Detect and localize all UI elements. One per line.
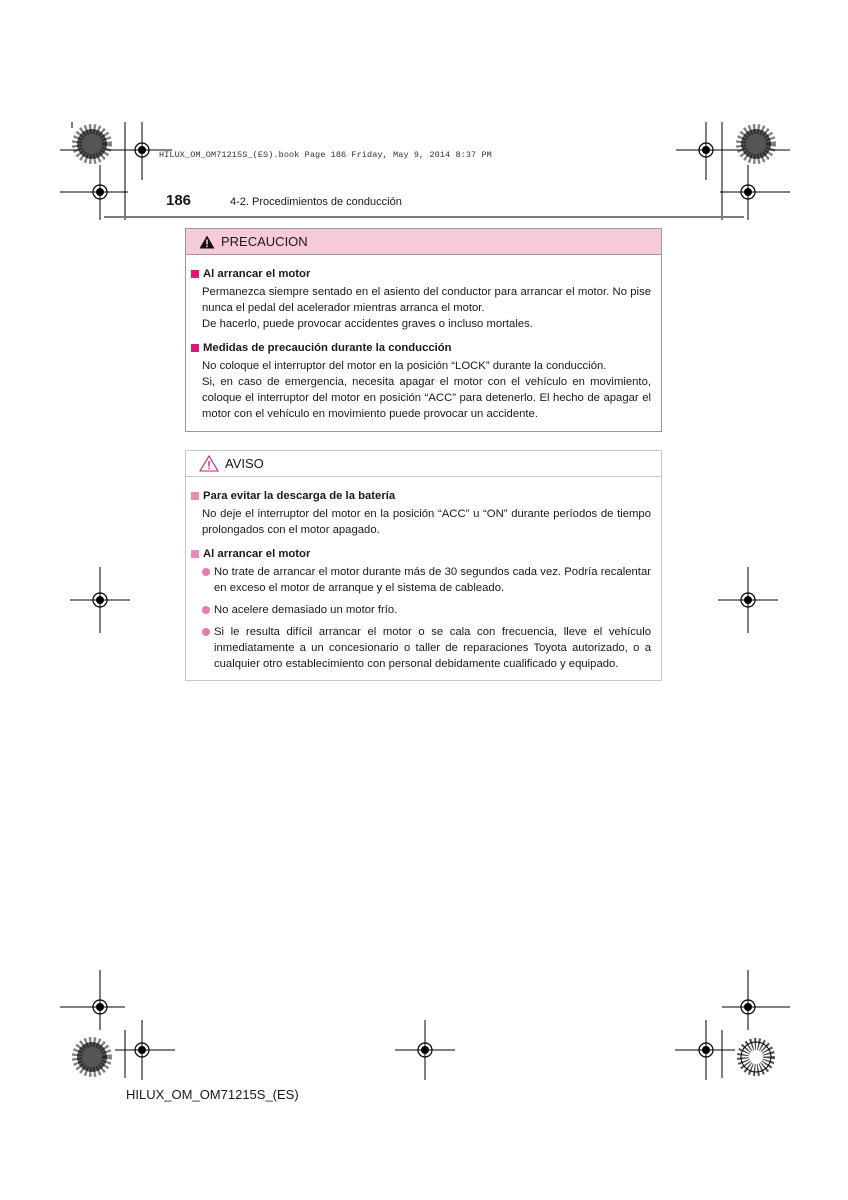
warning-filled-icon bbox=[199, 235, 215, 249]
precaucion-item-text: Si, en caso de emergencia, necesita apagar el motor con el vehículo en movimiento, coloque el interruptor del motor en posición “ACC” para detenerlo. El hecho de apagar el motor con el vehículo en movimiento puede provocar un accidente. bbox=[202, 376, 651, 420]
precaucion-item-text: De hacerlo, puede provocar accidentes graves o incluso mortales. bbox=[202, 318, 533, 330]
aviso-item-title: Para evitar la descarga de la batería bbox=[191, 488, 651, 504]
page-number: 186 bbox=[166, 192, 192, 209]
square-bullet-icon bbox=[191, 270, 199, 278]
square-bullet-icon bbox=[191, 492, 199, 500]
list-item: Si le resulta difícil arrancar el motor o se cala con frecuencia, lleve el vehículo inmediatamente a un concesionario o taller de reparaciones Toyota autorizado, o a cualquier otro establecimiento con personal debidamente cualificado y equipado. bbox=[191, 624, 651, 672]
precaucion-header bbox=[186, 229, 661, 255]
precaucion-box bbox=[185, 228, 662, 432]
warning-outline-icon bbox=[199, 455, 219, 472]
precaucion-title: PRECAUCION bbox=[221, 234, 308, 249]
aviso-box bbox=[185, 450, 662, 681]
precaucion-item-text: No coloque el interruptor del motor en la posición “LOCK” durante la conducción. bbox=[202, 360, 607, 372]
list-item: No acelere demasiado un motor frío. bbox=[191, 602, 651, 618]
book-meta-line: HILUX_OM_OM71215S_(ES).book Page 186 Friday, May 9, 2014 8:37 PM bbox=[159, 150, 492, 160]
precaucion-item-text: Permanezca siempre sentado en el asiento del conductor para arrancar el motor. No pise nunca el pedal del acelerador mientras arranca el motor. bbox=[202, 286, 651, 314]
section-title: 4-2. Procedimientos de conducción bbox=[230, 196, 402, 208]
precaucion-item-title: Al arrancar el motor bbox=[191, 266, 651, 282]
header-rule bbox=[104, 216, 744, 218]
square-bullet-icon bbox=[191, 550, 199, 558]
aviso-item-text: No deje el interruptor del motor en la posición “ACC” u “ON” durante períodos de tiempo prolongados con el motor apagado. bbox=[202, 508, 651, 536]
aviso-header bbox=[186, 451, 661, 477]
aviso-title: AVISO bbox=[225, 456, 264, 471]
footer-manual-code: HILUX_OM_OM71215S_(ES) bbox=[126, 1087, 299, 1102]
circle-bullet-icon bbox=[202, 568, 210, 576]
circle-bullet-icon bbox=[202, 606, 210, 614]
list-item: No trate de arrancar el motor durante más de 30 segundos cada vez. Podría recalentar en exceso el motor de arranque y el sistema de cableado. bbox=[191, 564, 651, 596]
square-bullet-icon bbox=[191, 344, 199, 352]
precaucion-item-title: Medidas de precaución durante la conducción bbox=[191, 340, 651, 356]
circle-bullet-icon bbox=[202, 628, 210, 636]
aviso-item-title: Al arrancar el motor bbox=[191, 546, 651, 562]
